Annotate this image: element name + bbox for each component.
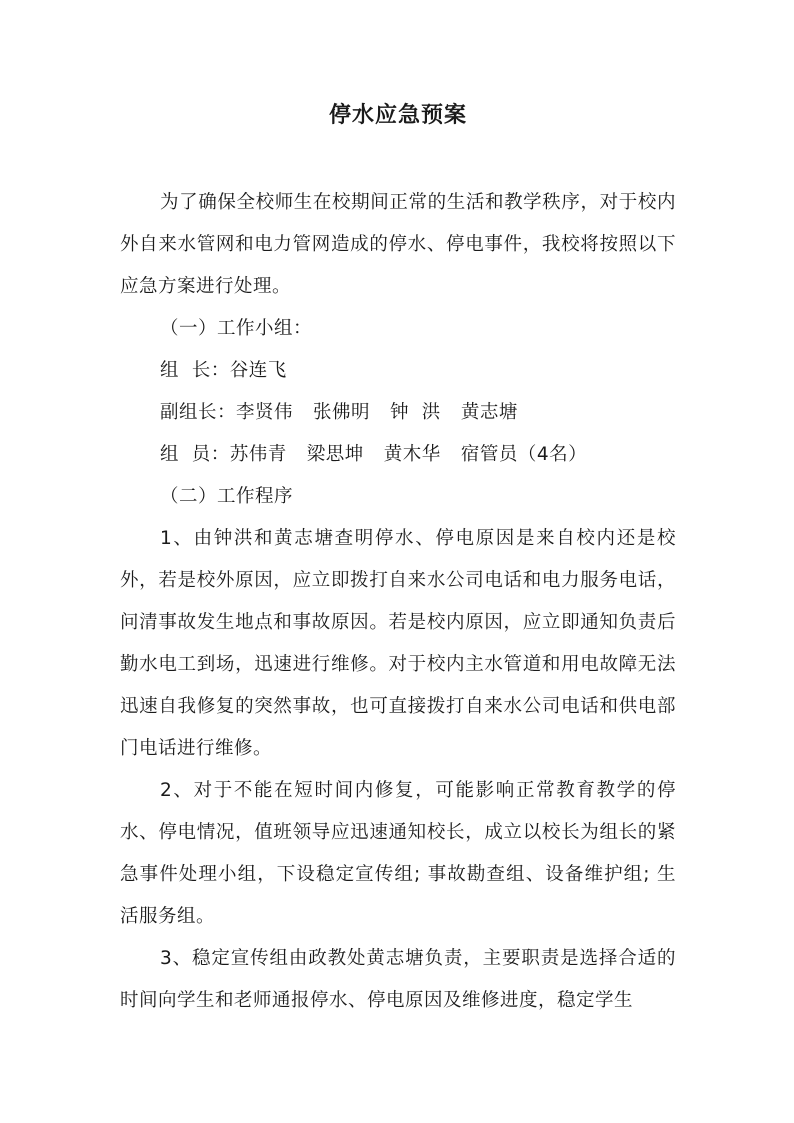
leader-label: 组 长：: [160, 360, 230, 381]
section-heading-procedure: （二）工作程序: [160, 486, 294, 507]
document-body: [120, 182, 676, 1022]
member-label: 组 员：: [160, 444, 230, 465]
deputy-label: 副组长：: [160, 402, 237, 423]
procedure-item: 2、对于不能在短时间内修复，可能影响正常教育教学的停水、停电情况，值班领导应迅速通知校长，成立以校长为组长的紧急事件处理小组，下设稳定宣传组; 事故勘查组、设备维护组; 生活服务组。: [120, 780, 676, 927]
member-name: 宿管员（4名）: [460, 444, 588, 465]
deputy-name: 李贤伟: [236, 402, 294, 423]
deputy-leader-line: [120, 392, 676, 434]
deputy-name: 黄志塘: [460, 402, 518, 423]
member-name: 苏伟青: [229, 444, 287, 465]
deputy-name: 张佛明: [313, 402, 371, 423]
document-title: 停水应急预案: [328, 103, 467, 128]
procedure-item: 3、稳定宣传组由政教处黄志塘负责，主要职责是选择合适的时间向学生和老师通报停水、停电原因及维修进度，稳定学生: [120, 948, 676, 1011]
section-heading-work-group: （一）工作小组：: [160, 318, 313, 339]
intro-paragraph: 为了确保全校师生在校期间正常的生活和教学秩序，对于校内外自来水管网和电力管网造成的停水、停电事件，我校将按照以下应急方案进行处理。: [120, 192, 676, 297]
deputy-name: 钟 洪: [390, 402, 441, 423]
member-name: 黄木华: [383, 444, 441, 465]
group-leader-line: [120, 350, 676, 392]
leader-name: 谷连飞: [229, 360, 287, 381]
procedure-item: 1、由钟洪和黄志塘查明停水、停电原因是来自校内还是校外，若是校外原因，应立即拨打自来水公司电话和电力服务电话，问清事故发生地点和事故原因。若是校内原因，应立即通知负责后勤水电工到场，迅速进行维修。对于校内主水管道和用电故障无法迅速自我修复的突然事故，也可直接拨打自来水公司电话和供电部门电话进行维修。: [120, 528, 676, 759]
member-line: [120, 434, 676, 476]
member-name: 梁思坤: [306, 444, 364, 465]
